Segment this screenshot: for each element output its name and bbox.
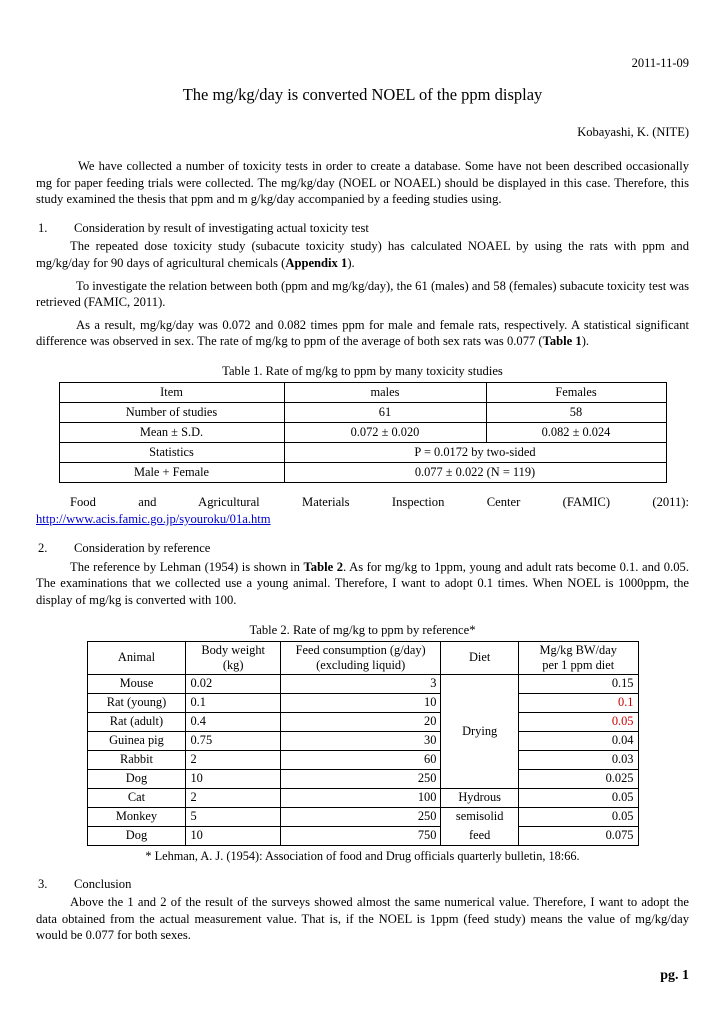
table1-row1-males: 61 bbox=[284, 403, 486, 423]
document-author: Kobayashi, K. (NITE) bbox=[577, 125, 689, 139]
table-row bbox=[87, 826, 638, 845]
table2-header-bodyweight-line2: (kg) bbox=[222, 657, 244, 672]
table2-header-bodyweight-line1: Body weight bbox=[201, 642, 265, 657]
table2-row2-feed: 10 bbox=[280, 693, 441, 712]
table2-row3-feed: 20 bbox=[280, 712, 441, 731]
section-1-paragraph-2: To investigate the relation between both (ppm and mg/kg/day), the 61 (males) and 58 (females) subacute toxicity test was retrieved (FAMIC, 2011). bbox=[36, 278, 689, 310]
table2-row9-feed: 750 bbox=[280, 826, 441, 845]
table2-diet-group-hydrous-line3: feed bbox=[441, 826, 519, 845]
section-3-number: 3. bbox=[38, 876, 48, 891]
table-row bbox=[87, 769, 638, 788]
table2-row9-bw: 10 bbox=[186, 826, 280, 845]
section-2-title: Consideration by reference bbox=[74, 541, 211, 556]
table-row bbox=[59, 403, 666, 423]
table2-header-mgkg-line1: Mg/kg BW/day bbox=[539, 642, 617, 657]
table2-header-animal: Animal bbox=[87, 641, 186, 674]
table2-row9-value: 0.075 bbox=[518, 826, 638, 845]
page-title: The mg/kg/day is converted NOEL of the ppm display bbox=[182, 85, 543, 104]
page-number: pg. 1 bbox=[660, 968, 689, 983]
table2-row6-value: 0.025 bbox=[518, 769, 638, 788]
table2-row7-value: 0.05 bbox=[518, 788, 638, 807]
table2-row3-value: 0.05 bbox=[518, 712, 638, 731]
table2-row4-feed: 30 bbox=[280, 731, 441, 750]
table2-row8-bw: 5 bbox=[186, 807, 280, 826]
table2-row1-bw: 0.02 bbox=[186, 674, 280, 693]
table2-footnote: * Lehman, A. J. (1954): Association of food and Drug officials quarterly bulletin, 18:66. bbox=[145, 848, 580, 863]
table2-row5-animal: Rabbit bbox=[87, 750, 186, 769]
table2-row1-animal: Mouse bbox=[87, 674, 186, 693]
table2-row7-animal: Cat bbox=[87, 788, 186, 807]
document-date: 2011-11-09 bbox=[631, 56, 689, 70]
table-row bbox=[59, 383, 666, 403]
table2-row5-feed: 60 bbox=[280, 750, 441, 769]
table-row bbox=[87, 807, 638, 826]
table1-row4-label: Male + Female bbox=[59, 463, 284, 483]
table2-row5-bw: 2 bbox=[186, 750, 280, 769]
table2-row6-animal: Dog bbox=[87, 769, 186, 788]
table1-row4-value: 0.077 ± 0.022 (N = 119) bbox=[284, 463, 666, 483]
table1-row1-females: 58 bbox=[486, 403, 666, 423]
section-3-paragraph-1: Above the 1 and 2 of the result of the surveys showed almost the same numerical value. Therefore, I want to adopt the data obtained from the actual measurement value. That is, if the NOEL is 1ppm (feed study) means the value of mg/kg/day would be 0.077 for both sexes. bbox=[36, 895, 689, 943]
section-1-paragraph-1: The repeated dose toxicity study (subacute toxicity study) has calculated NOAEL by using the rats with ppm and mg/kg/day for 90 days of agricultural chemicals (Appendix 1). bbox=[36, 239, 689, 271]
table-row bbox=[87, 750, 638, 769]
table1-row2-males: 0.072 ± 0.020 bbox=[284, 423, 486, 443]
table2-header-mgkg bbox=[518, 641, 638, 674]
table-row bbox=[87, 693, 638, 712]
table2-row6-feed: 250 bbox=[280, 769, 441, 788]
section-1-title: Consideration by result of investigating actual toxicity test bbox=[74, 220, 369, 235]
section-3-heading bbox=[36, 876, 689, 893]
section-1-heading bbox=[36, 220, 689, 237]
table-row bbox=[87, 712, 638, 731]
table2-row7-feed: 100 bbox=[280, 788, 441, 807]
table2-diet-group-hydrous-line1: Hydrous bbox=[441, 788, 519, 807]
table1-caption: Table 1. Rate of mg/kg to ppm by many toxicity studies bbox=[222, 364, 503, 379]
famic-reference bbox=[36, 495, 689, 510]
table2 bbox=[87, 641, 639, 846]
table2-row3-bw: 0.4 bbox=[186, 712, 280, 731]
famic-reference-text: Food and Agricultural Materials Inspection Center (FAMIC) (2011): bbox=[70, 495, 689, 510]
table-row bbox=[87, 641, 638, 674]
table1-row3-value: P = 0.0172 by two-sided bbox=[284, 443, 666, 463]
table2-row5-value: 0.03 bbox=[518, 750, 638, 769]
table2-header-feed-line1: Feed consumption (g/day) bbox=[295, 642, 426, 657]
table2-header-diet: Diet bbox=[441, 641, 519, 674]
table2-header-mgkg-line2: per 1 ppm diet bbox=[542, 657, 615, 672]
section-3-title: Conclusion bbox=[74, 876, 132, 891]
table1-header-females: Females bbox=[486, 383, 666, 403]
table2-row3-animal: Rat (adult) bbox=[87, 712, 186, 731]
table2-row7-bw: 2 bbox=[186, 788, 280, 807]
table-row bbox=[87, 674, 638, 693]
section-1-paragraph-3: As a result, mg/kg/day was 0.072 and 0.082 times ppm for male and female rats, respectively. A statistical significant difference was observed in sex. The rate of mg/kg to ppm of the average of both sex rats was 0.077 (Table 1). bbox=[36, 317, 689, 349]
section-2-paragraph-1: The reference by Lehman (1954) is shown in Table 2. As for mg/kg to 1ppm, young and adult rats become 0.1. and 0.05. The examinations that we collected use a young animal. Therefore, I want to adopt 0.1 times. When NOEL is 1000ppm, the display of mg/kg is converted with 100. bbox=[36, 559, 689, 607]
table-row bbox=[87, 731, 638, 750]
table2-row2-bw: 0.1 bbox=[186, 693, 280, 712]
table2-row4-animal: Guinea pig bbox=[87, 731, 186, 750]
table2-header-bodyweight bbox=[186, 641, 280, 674]
table2-row9-animal: Dog bbox=[87, 826, 186, 845]
table2-row2-value: 0.1 bbox=[518, 693, 638, 712]
table2-header-feed-line2: (excluding liquid) bbox=[316, 657, 406, 672]
table2-diet-group-drying: Drying bbox=[441, 674, 519, 788]
table1-row2-label: Mean ± S.D. bbox=[59, 423, 284, 443]
table2-row8-feed: 250 bbox=[280, 807, 441, 826]
table-row bbox=[59, 443, 666, 463]
famic-link[interactable]: http://www.acis.famic.go.jp/syouroku/01a.htm bbox=[36, 512, 271, 527]
table1 bbox=[59, 382, 667, 483]
table2-row2-animal: Rat (young) bbox=[87, 693, 186, 712]
table1-row2-females: 0.082 ± 0.024 bbox=[486, 423, 666, 443]
table2-row8-animal: Monkey bbox=[87, 807, 186, 826]
table2-row1-value: 0.15 bbox=[518, 674, 638, 693]
section-2-number: 2. bbox=[38, 541, 48, 556]
table-row bbox=[59, 423, 666, 443]
table2-row4-bw: 0.75 bbox=[186, 731, 280, 750]
table2-diet-group-hydrous-line2: semisolid bbox=[441, 807, 519, 826]
table1-header-males: males bbox=[284, 383, 486, 403]
table1-row3-label: Statistics bbox=[59, 443, 284, 463]
section-1-number: 1. bbox=[38, 220, 48, 235]
table2-row4-value: 0.04 bbox=[518, 731, 638, 750]
table2-row1-feed: 3 bbox=[280, 674, 441, 693]
table1-row1-label: Number of studies bbox=[59, 403, 284, 423]
table2-header-feed bbox=[280, 641, 441, 674]
table1-header-item: Item bbox=[59, 383, 284, 403]
table2-caption: Table 2. Rate of mg/kg to ppm by reference* bbox=[249, 622, 476, 637]
table2-row6-bw: 10 bbox=[186, 769, 280, 788]
section-2-heading bbox=[36, 540, 689, 557]
abstract-paragraph: We have collected a number of toxicity tests in order to create a database. Some have not been described occasionally mg for paper feeding trials were collected. The mg/kg/day (NOEL or NOAEL) should be displayed in this case. Therefore, this study examined the thesis that ppm and m g/kg/day accompanied by a feeding studies using. bbox=[36, 159, 689, 207]
table-row bbox=[59, 463, 666, 483]
table2-row8-value: 0.05 bbox=[518, 807, 638, 826]
table-row bbox=[87, 788, 638, 807]
